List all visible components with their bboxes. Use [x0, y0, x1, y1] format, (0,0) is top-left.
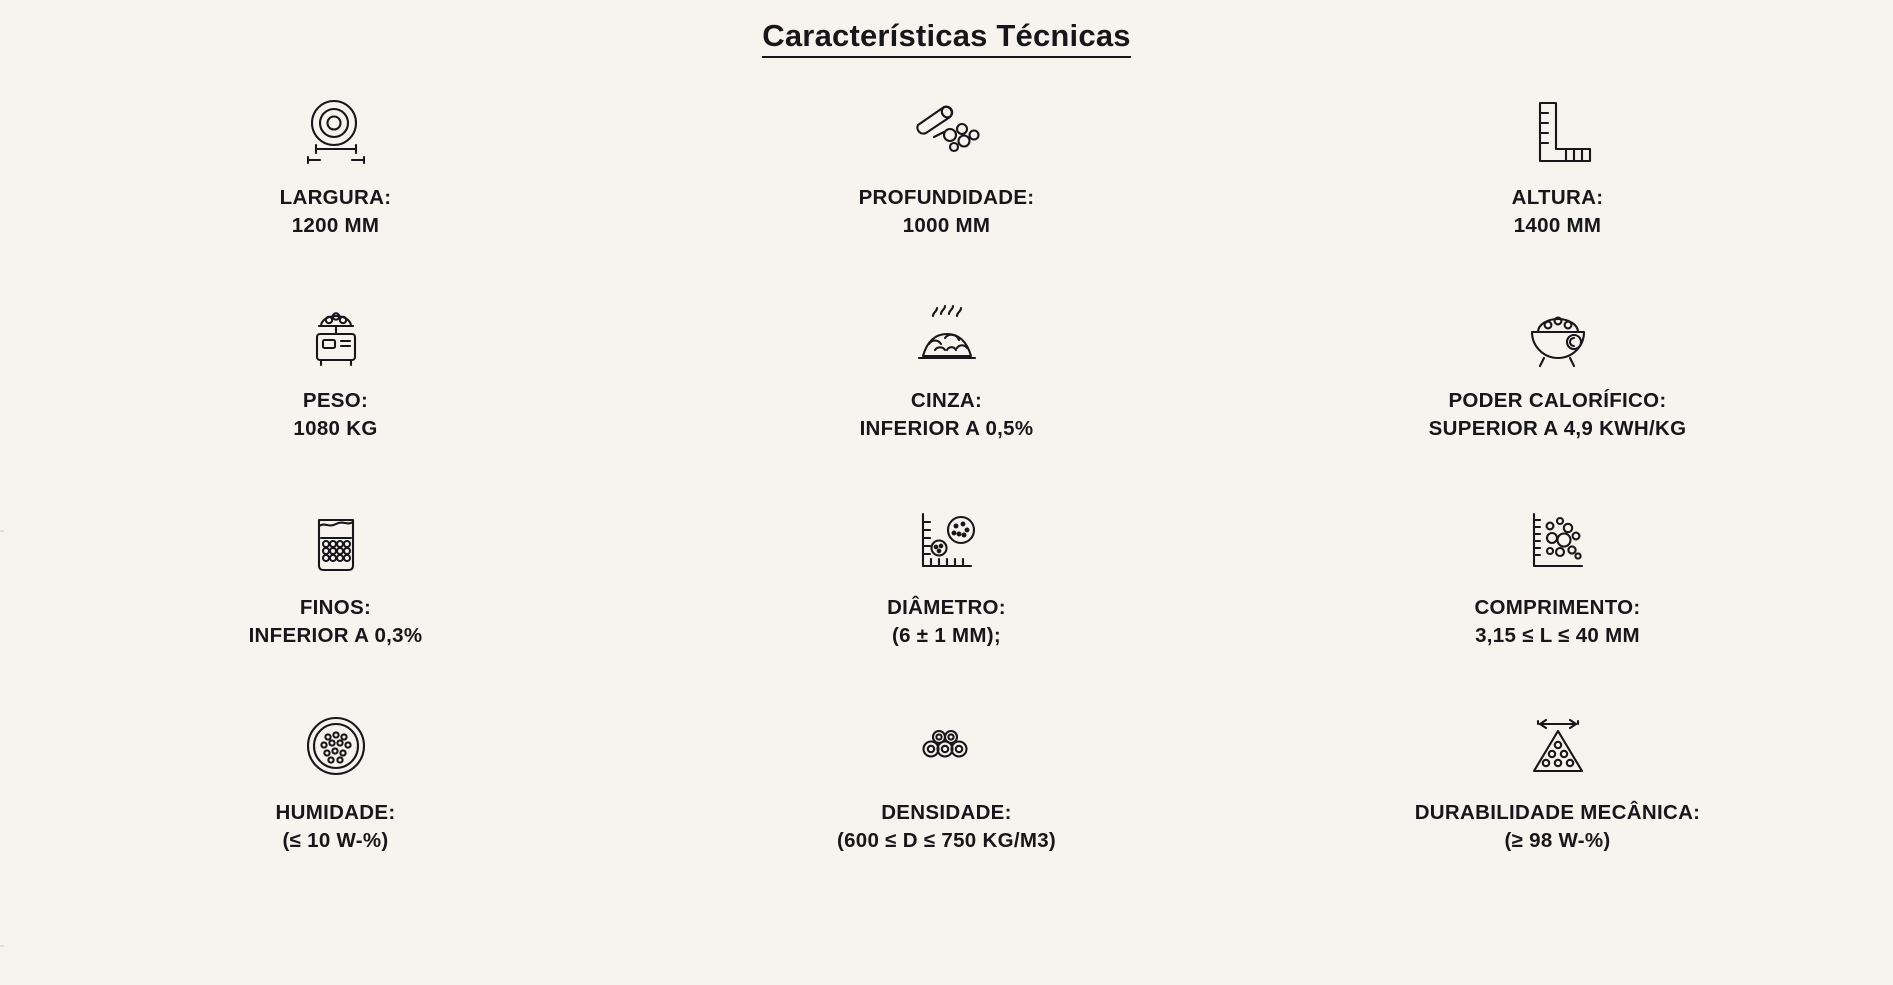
weighing-scale-icon: [297, 297, 375, 375]
spec-value: SUPERIOR A 4,9 KWH/KG: [1428, 416, 1687, 440]
spec-value: 1000 MM: [902, 213, 991, 237]
wheel-width-icon: [296, 92, 376, 170]
spec-label: PROFUNDIDADE:: [858, 186, 1035, 209]
spec-value: (6 ± 1 MM);: [891, 623, 1002, 647]
spec-label: DURABILIDADE MECÂNICA:: [1414, 801, 1701, 824]
spec-value: (600 ≤ D ≤ 750 KG/M3): [836, 828, 1057, 852]
spec-value: INFERIOR A 0,3%: [248, 623, 423, 647]
mechanical-durability-icon: [1518, 707, 1598, 785]
spec-value: 3,15 ≤ L ≤ 40 MM: [1475, 623, 1640, 647]
page-title: Características Técnicas: [762, 18, 1130, 58]
pellets-depth-icon: [904, 92, 990, 170]
spec-item-comprimento: [1252, 502, 1863, 707]
length-measure-icon: [1516, 502, 1600, 580]
spec-label: HUMIDADE:: [275, 801, 396, 824]
spec-item-durabilidade-mecanica: [1252, 707, 1863, 912]
spec-label: DENSIDADE:: [881, 801, 1012, 824]
spec-label: LARGURA:: [279, 186, 392, 209]
spec-item-profundidade: [641, 92, 1252, 297]
spec-label: DIÂMETRO:: [887, 596, 1006, 619]
spec-value: 1080 KG: [293, 416, 378, 440]
spec-label: FINOS:: [299, 596, 372, 619]
density-pellets-icon: [905, 707, 989, 785]
spec-value: 1400 MM: [1513, 213, 1602, 237]
humidity-drum-icon: [298, 707, 374, 785]
spec-label: COMPRIMENTO:: [1474, 596, 1641, 619]
spec-item-densidade: [641, 707, 1252, 912]
spec-item-largura: [30, 92, 641, 297]
ruler-height-icon: [1518, 92, 1598, 170]
left-edge-tick-top: [0, 530, 4, 532]
spec-value: (≥ 98 W-%): [1504, 828, 1611, 852]
spec-item-peso: [30, 297, 641, 502]
spec-item-humidade: [30, 707, 641, 912]
diameter-measure-icon: [905, 502, 989, 580]
spec-label: PODER CALORÍFICO:: [1448, 389, 1667, 412]
spec-label: ALTURA:: [1511, 186, 1604, 209]
spec-item-altura: [1252, 92, 1863, 297]
spec-label: PESO:: [302, 389, 369, 412]
spec-value: 1200 MM: [291, 213, 380, 237]
spec-item-diametro: [641, 502, 1252, 707]
page-title-wrapper: [0, 0, 1893, 58]
ash-pile-icon: [905, 297, 989, 375]
spec-item-poder-calorifico: [1252, 297, 1863, 502]
spec-label: CINZA:: [910, 389, 983, 412]
spec-value: (≤ 10 W-%): [282, 828, 389, 852]
spec-item-cinza: [641, 297, 1252, 502]
left-edge-tick-bottom: [0, 945, 4, 947]
calorific-bowl-icon: [1516, 297, 1600, 375]
spec-item-finos: [30, 502, 641, 707]
spec-value: INFERIOR A 0,5%: [859, 416, 1034, 440]
specs-grid: [0, 92, 1893, 912]
fines-container-icon: [299, 502, 373, 580]
